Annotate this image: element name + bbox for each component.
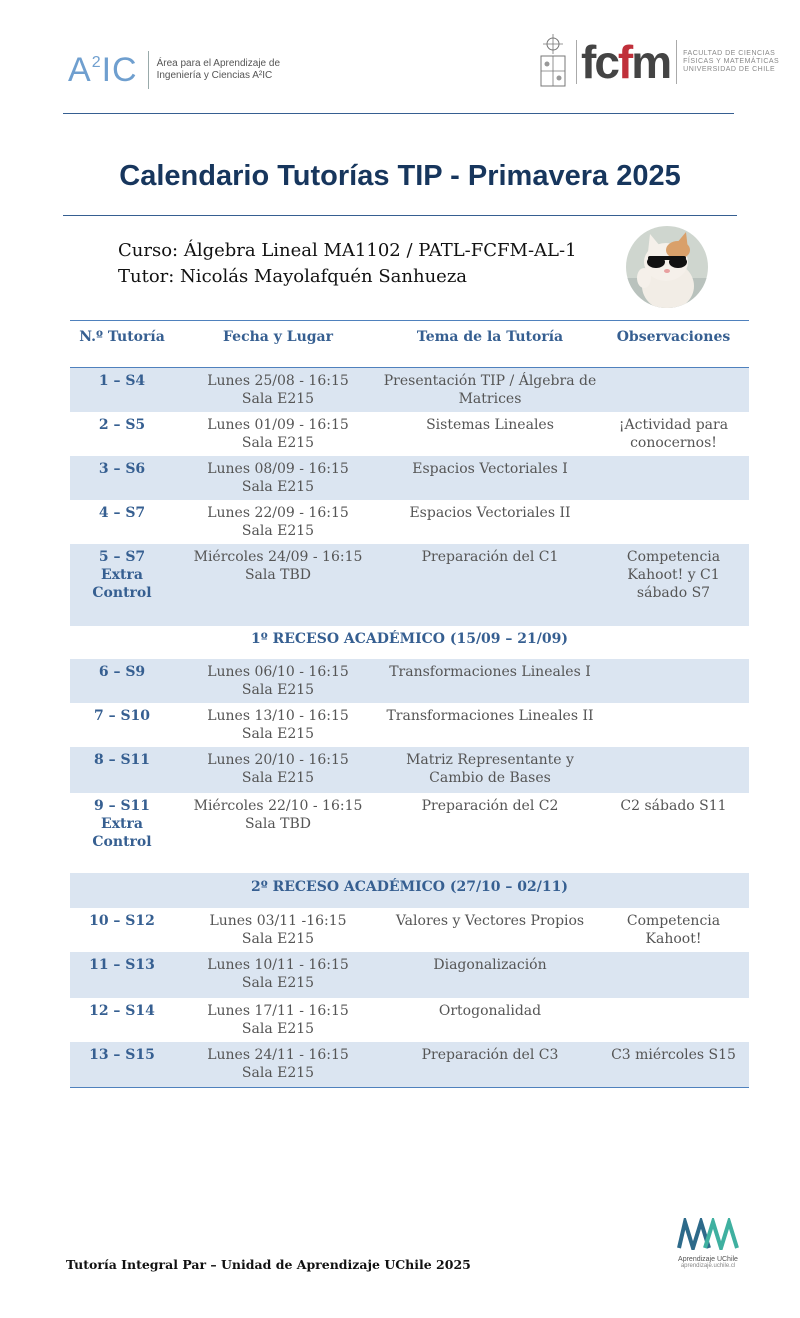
cell-topic: Diagonalización xyxy=(433,957,547,973)
table-row xyxy=(70,456,749,500)
cell-date: Miércoles 24/09 - 16:15 Sala TBD xyxy=(193,549,363,583)
cell-num: 5 – S7 Extra Control xyxy=(92,549,152,601)
tutor-avatar xyxy=(626,226,708,308)
fcfm-logo xyxy=(538,30,779,94)
cell-topic: Espacios Vectoriales II xyxy=(409,505,571,521)
cell-topic: Ortogonalidad xyxy=(438,1003,542,1019)
cell-obs xyxy=(598,659,749,703)
header-num: N.º Tutoría xyxy=(79,329,165,345)
header-date: Fecha y Lugar xyxy=(223,329,333,345)
university-seal-icon xyxy=(538,34,568,90)
cell-num: 10 – S12 xyxy=(89,913,155,929)
table-row xyxy=(70,703,749,747)
table-row xyxy=(70,412,749,456)
cell-obs xyxy=(598,500,749,544)
cell-obs: Competencia Kahoot! y C1 sábado S7 xyxy=(626,549,721,601)
fcfm-text: FACULTAD DE CIENCIAS FÍSICAS Y MATEMÁTICAS UNIVERSIDAD DE CHILE xyxy=(683,50,780,73)
cell-date: Lunes 24/11 - 16:15 Sala E215 xyxy=(207,1047,349,1081)
table-row xyxy=(70,368,749,412)
uchile-name: Aprendizaje UChile xyxy=(678,1256,738,1263)
cell-obs: C2 sábado S11 xyxy=(620,798,727,814)
table-row xyxy=(70,952,749,998)
fcfm-wordmark: fcfm xyxy=(581,36,671,88)
recess-row: 1º RECESO ACADÉMICO (15/09 – 21/09) xyxy=(250,631,568,647)
cell-num: 1 – S4 xyxy=(98,373,146,389)
uchile-mark-icon xyxy=(675,1218,741,1250)
table-row xyxy=(70,544,749,626)
footer-text: Tutoría Integral Par – Unidad de Aprendizaje UChile 2025 xyxy=(66,1257,471,1272)
cell-date: Lunes 03/11 -16:15 Sala E215 xyxy=(209,913,347,947)
cell-obs: Competencia Kahoot! xyxy=(626,913,721,947)
table-row xyxy=(70,1042,749,1087)
a2ic-text: Área para el Aprendizaje de Ingeniería y Ciencias A²IC xyxy=(156,58,281,81)
cell-obs xyxy=(598,998,749,1042)
cell-num: 4 – S7 xyxy=(98,505,146,521)
cell-obs xyxy=(598,368,749,412)
cell-num: 8 – S11 xyxy=(93,752,151,768)
header-obs: Observaciones xyxy=(616,329,731,345)
cell-topic: Matriz Representante y Cambio de Bases xyxy=(406,752,574,786)
table-body xyxy=(70,368,749,1087)
cell-date: Lunes 17/11 - 16:15 Sala E215 xyxy=(207,1003,349,1037)
header-topic: Tema de la Tutoría xyxy=(416,329,564,345)
cell-date: Lunes 20/10 - 16:15 Sala E215 xyxy=(207,752,349,786)
cell-num: 11 – S13 xyxy=(89,957,155,973)
uchile-url: aprendizaje.uchile.cl xyxy=(680,1263,736,1269)
cell-num: 12 – S14 xyxy=(89,1003,155,1019)
course-info xyxy=(118,238,577,290)
cell-date: Lunes 13/10 - 16:15 Sala E215 xyxy=(207,708,349,742)
cell-obs xyxy=(598,747,749,793)
cell-date: Lunes 01/09 - 16:15 Sala E215 xyxy=(207,417,349,451)
cell-date: Lunes 25/08 - 16:15 Sala E215 xyxy=(207,373,349,407)
cell-topic: Preparación del C3 xyxy=(421,1047,559,1063)
cell-num: 2 – S5 xyxy=(98,417,146,433)
table-row xyxy=(70,659,749,703)
a2ic-logo xyxy=(68,48,280,92)
cell-date: Lunes 22/09 - 16:15 Sala E215 xyxy=(207,505,349,539)
uchile-logo xyxy=(672,1218,744,1269)
cell-date: Lunes 08/09 - 16:15 Sala E215 xyxy=(207,461,349,495)
cell-topic: Preparación del C2 xyxy=(421,798,559,814)
page-title: Calendario Tutorías TIP - Primavera 2025 xyxy=(119,160,681,192)
cell-topic: Presentación TIP / Álgebra de Matrices xyxy=(383,373,597,407)
a2ic-mark: $A^2IC$ xyxy=(68,51,138,89)
title-divider xyxy=(63,215,737,216)
cell-date: Lunes 06/10 - 16:15 Sala E215 xyxy=(207,664,349,698)
cell-topic: Espacios Vectoriales I xyxy=(412,461,568,477)
cell-num: 7 – S10 xyxy=(93,708,151,724)
table-header xyxy=(70,320,749,368)
table-bottom-rule xyxy=(70,1087,749,1088)
cell-obs: ¡Actividad para conocernos! xyxy=(618,417,729,451)
cell-obs: C3 miércoles S15 xyxy=(611,1047,736,1063)
tutor-line: Tutor: Nicolás Mayolafquén Sanhueza xyxy=(118,266,468,287)
schedule-table xyxy=(70,320,749,1088)
table-row xyxy=(70,747,749,793)
cell-topic: Preparación del C1 xyxy=(421,549,559,565)
cell-date: Lunes 10/11 - 16:15 Sala E215 xyxy=(207,957,349,991)
cell-num: 9 – S11 Extra Control xyxy=(92,798,152,850)
cell-num: 6 – S9 xyxy=(98,664,146,680)
cell-topic: Valores y Vectores Propios xyxy=(395,913,585,929)
cell-topic: Transformaciones Lineales II xyxy=(386,708,594,724)
cell-topic: Sistemas Lineales xyxy=(426,417,554,433)
cell-obs xyxy=(598,952,749,998)
header-divider xyxy=(63,113,734,114)
table-row xyxy=(70,793,749,873)
cell-topic: Transformaciones Lineales I xyxy=(389,664,591,680)
course-line: Curso: Álgebra Lineal MA1102 / PATL-FCFM-AL-1 xyxy=(118,240,577,261)
cell-obs xyxy=(598,703,749,747)
cell-num: 3 – S6 xyxy=(98,461,146,477)
cell-date: Miércoles 22/10 - 16:15 Sala TBD xyxy=(193,798,363,832)
recess-row: 2º RECESO ACADÉMICO (27/10 – 02/11) xyxy=(70,873,749,908)
cell-num: 13 – S15 xyxy=(89,1047,155,1063)
cell-obs xyxy=(598,456,749,500)
table-row xyxy=(70,500,749,544)
table-row xyxy=(70,908,749,952)
table-row xyxy=(70,998,749,1042)
